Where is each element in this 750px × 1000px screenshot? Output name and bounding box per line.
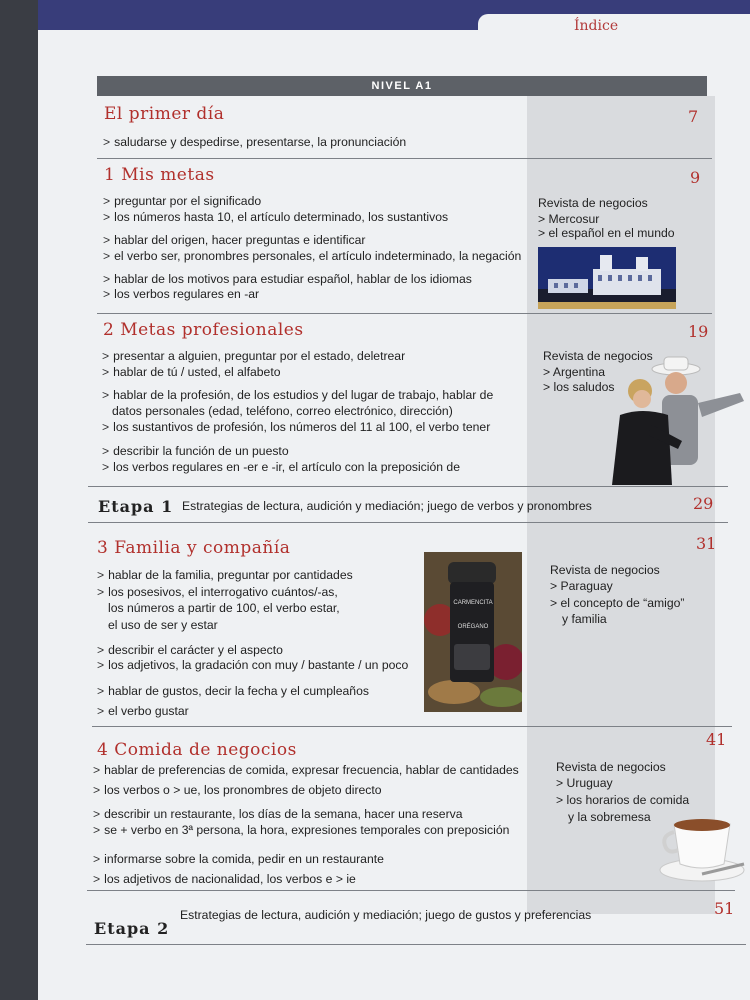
content-line: > el verbo ser, pronombres personales, el artículo indeterminado, la negación [103,249,522,263]
divider [97,158,712,159]
content-line: > hablar del origen, hacer preguntas e identificar [103,233,366,247]
content-line: > hablar de tú / usted, el alfabeto [102,365,281,379]
divider [88,486,728,487]
content-line: > el verbo gustar [97,704,189,718]
index-tab-label: Índice [574,18,619,34]
dancers-photo [612,355,750,485]
content-line: > preguntar por el significado [103,194,262,208]
revista-title: Revista de negocios [550,563,660,577]
divider [97,313,712,314]
level-banner: NIVEL A1 [97,76,707,96]
content-line: > los números hasta 10, el artículo determinado, los sustantivos [103,210,449,224]
content-line: > hablar de la familia, preguntar por cantidades [97,568,353,582]
jar-label-product: ORÉGANO [457,624,489,630]
content-line: el uso de ser y estar [108,618,218,632]
jar-label-brand: CARMENCITA [453,600,493,606]
section-title-comida-negocios: 4 Comida de negocios [97,740,297,760]
coffee-cup-photo [656,812,746,884]
revista-item: y la sobremesa [568,810,651,824]
page-number: 19 [688,322,709,341]
content-line: datos personales (edad, teléfono, correo electrónico, dirección) [112,404,453,418]
revista-item: > los horarios de comida [556,793,690,807]
page-number: 29 [693,494,714,513]
content-line: > los adjetivos de nacionalidad, los verbos e > ie [93,872,356,886]
content-line: > hablar de preferencias de comida, expresar frecuencia, hablar de cantidades [93,763,519,777]
etapa-description: Estrategias de lectura, audición y mediación; juego de gustos y preferencias [180,908,592,922]
divider [87,890,735,891]
page-number: 9 [690,168,701,187]
revista-item: > Uruguay [556,776,613,790]
content-line: > describir el carácter y el aspecto [97,643,283,657]
revista-item: y familia [562,612,607,626]
section-title-familia-compania: 3 Familia y compañía [97,538,291,558]
revista-item: > Mercosur [538,212,600,226]
page-number: 51 [714,899,735,918]
page-number: 31 [696,534,717,553]
revista-title: Revista de negocios [538,196,648,210]
content-line: > describir la función de un puesto [102,444,289,458]
revista-item: > Paraguay [550,579,613,593]
building-photo [538,247,676,309]
revista-item: > el español en el mundo [538,226,675,240]
page-number: 7 [688,107,699,126]
etapa-label: Etapa 2 [94,919,170,938]
revista-item: > el concepto de “amigo” [550,596,685,610]
revista-title: Revista de negocios [556,760,666,774]
etapa-label: Etapa 1 [98,497,174,516]
content-line: > hablar de la profesión, de los estudios y del lugar de trabajo, hablar de [102,388,494,402]
content-line: > hablar de los motivos para estudiar español, hablar de los idiomas [103,272,472,286]
content-line: > los verbos regulares en -er e -ir, el artículo con la preposición de [102,460,460,474]
divider [88,522,728,523]
content-line: > hablar de gustos, decir la fecha y el cumpleaños [97,684,369,698]
revista-item: > Argentina [543,365,606,379]
content-line: > informarse sobre la comida, pedir en un restaurante [93,852,384,866]
revista-title: Revista de negocios [543,349,653,363]
content-line: > presentar a alguien, preguntar por el estado, deletrear [102,349,406,363]
spice-jar-photo [424,552,522,712]
revista-item: > los saludos [543,380,615,394]
content-line: los números a partir de 100, el verbo estar, [108,601,340,615]
content-line: > saludarse y despedirse, presentarse, la pronunciación [103,135,407,149]
section-title-primer-dia: El primer día [104,104,225,124]
content-line: > se + verbo en 3ª persona, la hora, expresiones temporales con preposición [93,823,510,837]
page-number: 41 [706,730,727,749]
divider [86,944,746,945]
content-line: > los sustantivos de profesión, los números del 11 al 100, el verbo tener [102,420,491,434]
content-line: > los verbos o > ue, los pronombres de objeto directo [93,783,382,797]
content-line: > los posesivos, el interrogativo cuántos/-as, [97,585,338,599]
etapa-description: Estrategias de lectura, audición y mediación; juego de verbos y pronombres [182,499,592,513]
content-line: > los adjetivos, la gradación con muy / bastante / un poco [97,658,409,672]
section-title-metas-profesionales: 2 Metas profesionales [103,320,304,340]
section-title-mis-metas: 1 Mis metas [104,165,215,185]
content-line: > los verbos regulares en -ar [103,287,260,301]
divider [92,726,732,727]
content-line: > describir un restaurante, los días de la semana, hacer una reserva [93,807,463,821]
